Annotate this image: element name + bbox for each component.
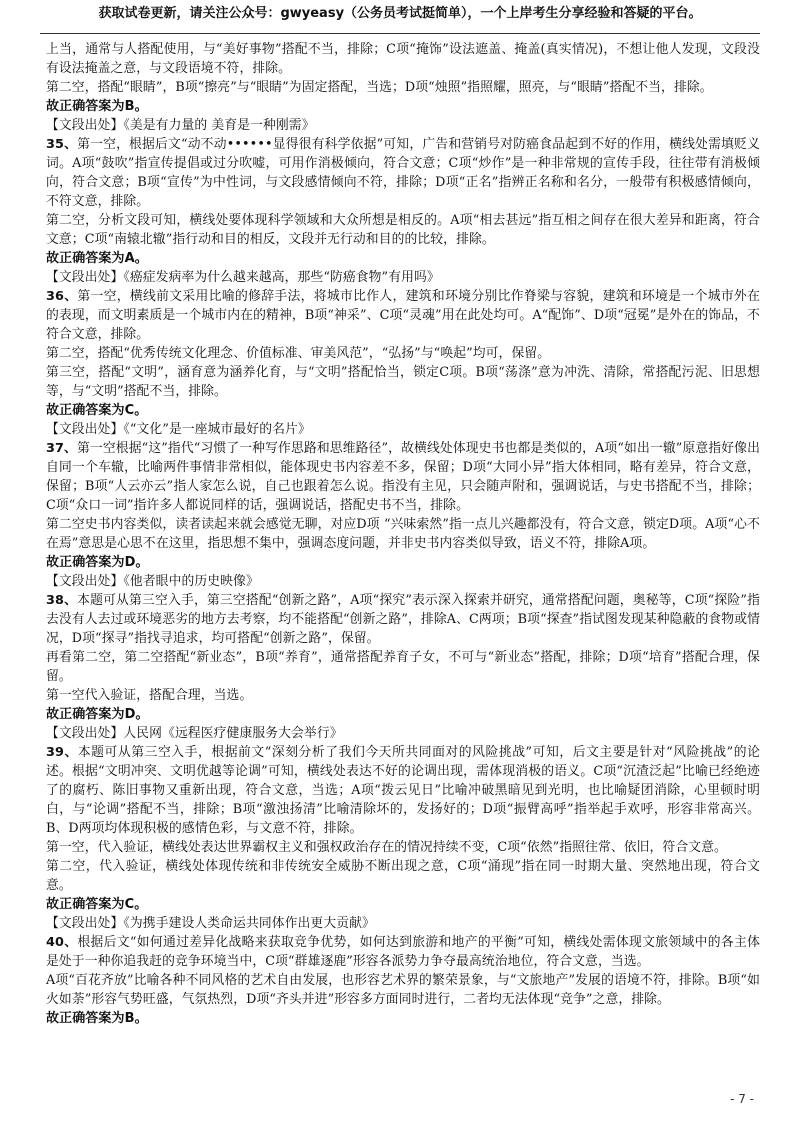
question-explanation: [46, 439, 760, 515]
question-explanation: [46, 743, 760, 838]
explanation-paragraph: 第二空，代入验证，横线处体现传统和非传统安全威胁不断出现之意，C项“涌现”指在同一时期大量、突然地出现，符合文意。: [46, 859, 760, 893]
explanation-paragraph: 再看第二空，第二空搭配“新业态”，B项“养育”，通常搭配养育子女，不可与“新业态”搭配，排除；D项“培育”搭配合理，保留。: [46, 650, 760, 684]
answer-line: 故正确答案为B。: [46, 1011, 148, 1026]
explanation-paragraph: 第二空，分析文段可知，横线处要体现科学领域和大众所想是相反的。A项“相去甚远”指互相之间存在很大差异和距离，符合文意；C项“南辕北辙”指行动和目的相反，文段并无行动和目的的比较，排除。: [46, 213, 760, 247]
question-text: 根据后文“如何通过差异化战略来获取竞争优势，如何达到旅游和地产的平衡”可知，横线处需体现文旅领域中的各主体是处于一种你追我赶的竞争环境当中，C项“群雄逐鹿”形容各派势力争夺最高统治地位，符合文意，当选。: [46, 935, 760, 969]
explanation-paragraph: 第一空代入验证，搭配合理，当选。: [46, 688, 253, 703]
question-number: 35、: [46, 137, 78, 152]
question-explanation: [46, 135, 760, 211]
explanation-paragraph: 第一空，代入验证，横线处表达世界霸权主义和强权政治存在的情况持续不变，C项“依然”指照往常、依旧，符合文意。: [46, 840, 727, 855]
explanation-paragraph: 第二空，搭配“眼睛”，B项“擦亮”与“眼睛”为固定搭配，当选；D项“烛照”指照耀，照亮，与“眼睛”搭配不当，排除。: [46, 80, 713, 95]
source-citation: 【文段出处】《“文化”是一座城市最好的名片》: [46, 422, 311, 437]
question-text: 第一空根据“这”指代“习惯了一种写作思路和思维路径”，故横线处体现史书也都是类似的，A项“如出一辙”原意指好像出自同一个车辙，比喻两件事情非常相似，能体现史书内容差不多，保留；D项“大同小异”指大体相同，略有差异，符合文意，保留；B项“人云亦云”指人家怎么说，自己也跟着怎么说。指没有主见，只会随声附和，强调说话，与史书搭配不当，排除；C项“众口一词”指许多人都说同样的话，强调说话，搭配史书不当，排除。: [46, 441, 760, 513]
question-number: 36、: [46, 289, 78, 304]
document-body: [46, 40, 760, 1028]
question-number: 40、: [46, 935, 78, 950]
explanation-paragraph: 第二空史书内容类似，读者读起来就会感觉无聊，对应D项 “兴味索然”指一点儿兴趣都没有，符合文意，锁定D项。A项“心不在焉”意思是心思不在这里，指思想不集中，强调态度问题，并非史书内容类似导致，语义不符，排除A项。: [46, 517, 760, 551]
answer-line: 故正确答案为A。: [46, 251, 148, 266]
source-citation: 【文段出处】《他者眼中的历史映像》: [46, 574, 259, 589]
question-number: 38、: [46, 593, 78, 608]
page-number: - 7 -: [730, 1092, 754, 1106]
answer-line: 故正确答案为C。: [46, 403, 148, 418]
question-explanation: [46, 287, 760, 344]
source-citation: 【文段出处】《美是有力量的 美育是一种刚需》: [46, 118, 315, 133]
question-text: 第一空，横线前文采用比喻的修辞手法，将城市比作人，建筑和环境分别比作脊梁与容貌，建筑和环境是一个城市外在的表现，而文明素质是一个城市内在的精神，B项“神采”、C项“灵魂”用在此处均可。A“配饰”、D项“冠冕”是外在的饰品，不符合文意，排除。: [46, 289, 760, 342]
question-explanation: [46, 591, 760, 648]
source-citation: 【文段出处】《癌症发病率为什么越来越高，那些“防癌食物”有用吗》: [46, 270, 440, 285]
answer-line: 故正确答案为C。: [46, 897, 148, 912]
answer-line: 故正确答案为D。: [46, 707, 149, 722]
explanation-paragraph: 第二空，搭配“优秀传统文化理念、价值标准、审美风范”，“弘扬”与“唤起”均可，保留。: [46, 346, 551, 361]
source-citation: 【文段出处】《为携手建设人类命运共同体作出更大贡献》: [46, 916, 375, 931]
question-number: 39、: [46, 745, 78, 760]
explanation-paragraph: 上当，通常与人搭配使用，与“美好事物”搭配不当，排除；C项“掩饰”设法遮盖、掩盖(真实情况)，不想让他人发现，文段没有设法掩盖之意，与文段语境不符，排除。: [46, 42, 760, 76]
source-citation: 【文段出处】人民网《远程医疗健康服务大会举行》: [46, 726, 343, 741]
question-number: 37、: [46, 441, 77, 456]
answer-line: 故正确答案为B。: [46, 99, 148, 114]
explanation-paragraph: 第三空，搭配“文明”，涵育意为涵养化育，与“文明”搭配恰当，锁定C项。B项“荡涤”意为冲洗、清除，常搭配污泥、旧思想等，与“文明”搭配不当，排除。: [46, 365, 760, 399]
explanation-paragraph: A项“百花齐放”比喻各种不同风格的艺术自由发展，也形容艺术界的繁荣景象，与“文旅地产”发展的语境不符，排除。B项“如火如荼”形容气势旺盛，气氛热烈，D项“齐头并进”形容多方面同时进行，二者均无法体现“竞争”之意，排除。: [46, 973, 760, 1007]
header-divider: [40, 33, 760, 34]
question-text: 第一空，根据后文“动不动••••••显得很有科学依据”可知，广告和营销号对防癌食品起到不好的作用，横线处需填贬义词。A项“鼓吹”指宣传提倡或过分吹嘘，可用作消极倾向，符合文意；C项“炒作”是一种非常规的宣传手段，往往带有消极倾向，符合文意；B项“宣传”为中性词，与文段感情倾向不符，排除；D项“正名”指辨正名称和名分，一般带有积极感情倾向，不符文意，排除。: [46, 137, 760, 209]
answer-line: 故正确答案为D。: [46, 555, 149, 570]
question-text: 本题可从第三空入手，根据前文“深刻分析了我们今天所共同面对的风险挑战”可知，后文主要是针对“风险挑战”的论述。根据“文明冲突、文明优越等论调”可知，横线处表达不好的论调出现，需体现消极的语义。C项“沉渣泛起”比喻已经绝迹了的腐朽、陈旧事物又重新出现，符合文意，当选；A项“拨云见日”比喻冲破黑暗见到光明，也比喻疑团消除，心里顿时明白，与“论调”搭配不当，排除；B项“激浊扬清”比喻清除坏的，发扬好的；D项“振臂高呼”指举起手欢呼，形容非常高兴。B、D两项均体现积极的感情色彩，与文意不符，排除。: [46, 745, 761, 836]
page-header: 获取试卷更新，请关注公众号：gwyeasy（公务员考试挺简单），一个上岸考生分享经验和答疑的平台。: [98, 6, 702, 21]
question-text: 本题可从第三空入手，第三空搭配“创新之路”，A项“探究”表示深入探索并研究，通常搭配问题，奥秘等，C项“探险”指去没有人去过或环境恶劣的地方去考察，均不能搭配“创新之路”，排除A、C两项；B项“探查”指试图发现某种隐蔽的食物或情况，D项“探寻”指找寻追求，均可搭配“创新之路”，保留。: [46, 593, 761, 646]
question-explanation: [46, 933, 760, 971]
